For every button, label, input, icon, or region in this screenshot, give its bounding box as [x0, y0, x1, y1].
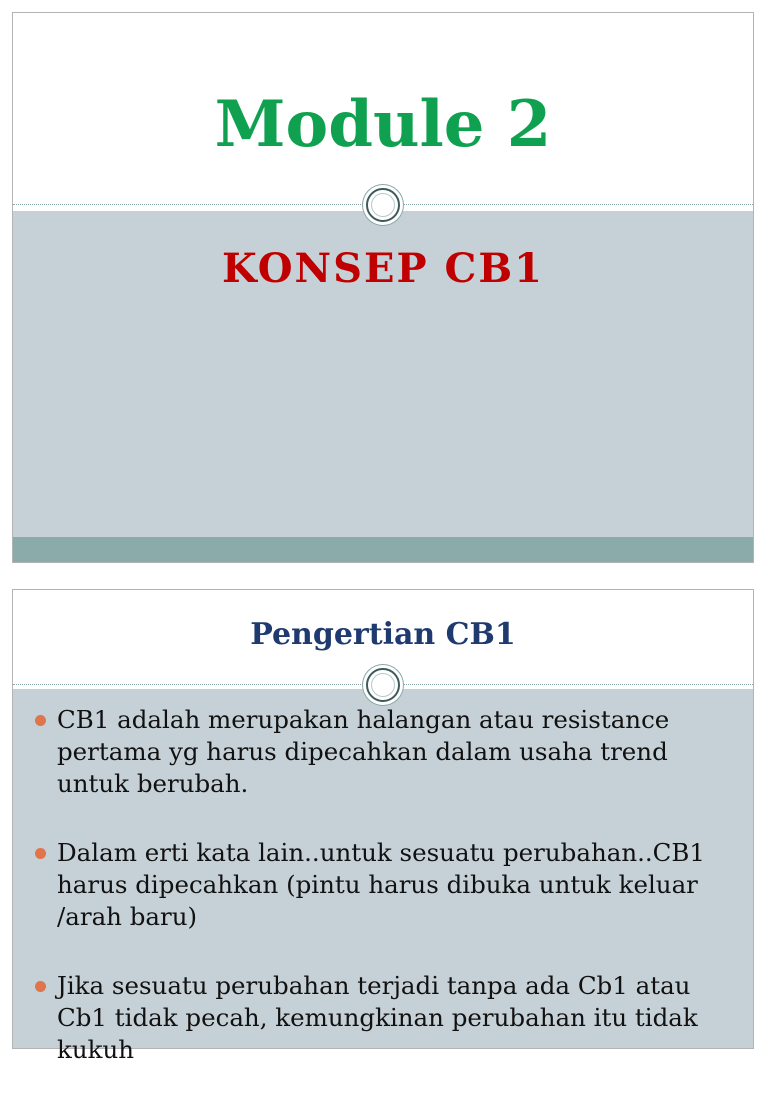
list-item	[13, 704, 753, 800]
slide-heading: Pengertian CB1	[250, 617, 516, 652]
divider-circle-icon	[366, 188, 400, 222]
divider-circle-icon	[366, 668, 400, 702]
slide-subtitle: KONSEP CB1	[222, 245, 544, 292]
slide-module-2	[12, 12, 754, 563]
slide-title: Module 2	[214, 87, 552, 162]
slide-pengertian	[12, 589, 754, 1064]
list-item	[13, 970, 753, 1066]
bullet-dot-icon	[35, 848, 46, 859]
bullet-text: Jika sesuatu perubahan terjadi tanpa ada Cb1 atau Cb1 tidak pecah, kemungkinan perubahan itu tidak kukuh	[57, 971, 698, 1064]
bullet-list	[13, 704, 753, 1103]
bullet-text: Dalam erti kata lain..untuk sesuatu perubahan..CB1 harus dipecahkan (pintu harus dibuka untuk keluar /arah baru)	[57, 838, 706, 931]
slide-footer-bar	[13, 537, 753, 562]
bullet-dot-icon	[35, 981, 46, 992]
list-item	[13, 837, 753, 933]
bullet-text: CB1 adalah merupakan halangan atau resistance pertama yg harus dipecahkan dalam usaha trend untuk berubah.	[57, 705, 670, 798]
bullet-dot-icon	[35, 715, 46, 726]
